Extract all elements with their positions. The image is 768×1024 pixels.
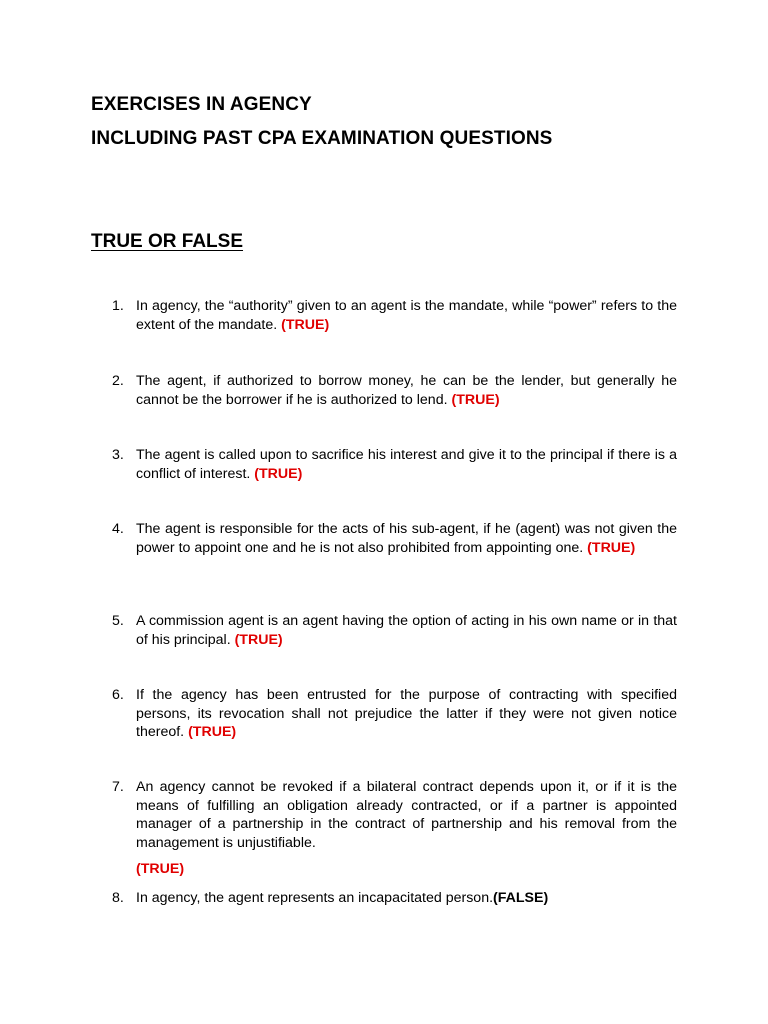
item-text [136,297,677,334]
list-item [112,778,677,879]
list-item [112,372,677,409]
list-item [112,686,677,742]
item-statement: An agency cannot be revoked if a bilateral contract depends upon it, or if it is the means of fulfilling an obligation already contracted, or if a partner is appointed manager of a partnership in the contract of partnership and his removal from the management is unjustifiable. [136,779,677,851]
item-number: 2. [112,373,124,389]
item-answer: (TRUE) [234,631,283,648]
item-answer: (TRUE) [281,316,330,333]
item-text [136,778,677,852]
item-answer: (TRUE) [451,391,500,408]
item-text [136,612,677,649]
item-number: 8. [112,890,124,906]
item-statement: The agent is called upon to sacrifice his interest and give it to the principal if there is a conflict of interest. [136,447,677,482]
list-item [112,446,677,483]
item-statement: In agency, the agent represents an incapacitated person. [136,890,494,906]
section-heading: TRUE OR FALSE [91,231,244,252]
item-statement: The agent, if authorized to borrow money, he can be the lender, but generally he cannot be the borrower if he is authorized to lend. [136,373,677,408]
item-statement: In agency, the “authority” given to an agent is the mandate, while “power” refers to the extent of the mandate. [136,298,677,333]
list-item [112,889,677,908]
item-text [136,686,677,742]
list-item [112,612,677,649]
item-statement: A commission agent is an agent having the option of acting in his own name or in that of his principal. [136,613,677,648]
item-text [136,372,677,409]
item-number: 3. [112,447,124,463]
document-title: EXERCISES IN AGENCY [91,94,312,115]
item-answer: (TRUE) [136,861,185,877]
item-answer: (TRUE) [188,724,237,740]
item-answer: (TRUE) [587,539,636,556]
list-item [112,520,677,557]
item-statement: The agent is responsible for the acts of his sub-agent, if he (agent) was not given the power to appoint one and he is not also prohibited from appointing one. [136,521,677,556]
item-text [136,889,677,908]
list-item [112,297,677,334]
item-text [136,520,677,557]
item-number: 7. [112,779,124,795]
item-answer-line [136,860,677,879]
item-answer: (TRUE) [254,465,303,482]
document-subtitle: INCLUDING PAST CPA EXAMINATION QUESTIONS [91,128,553,149]
item-statement: If the agency has been entrusted for the purpose of contracting with specified persons, its revocation shall not prejudice the latter if they were not given notice thereof. [136,687,677,740]
item-number: 6. [112,687,124,703]
item-answer: (FALSE) [493,890,549,906]
item-number: 4. [112,521,124,537]
item-number: 5. [112,613,124,629]
item-number: 1. [112,298,124,314]
item-text [136,446,677,483]
